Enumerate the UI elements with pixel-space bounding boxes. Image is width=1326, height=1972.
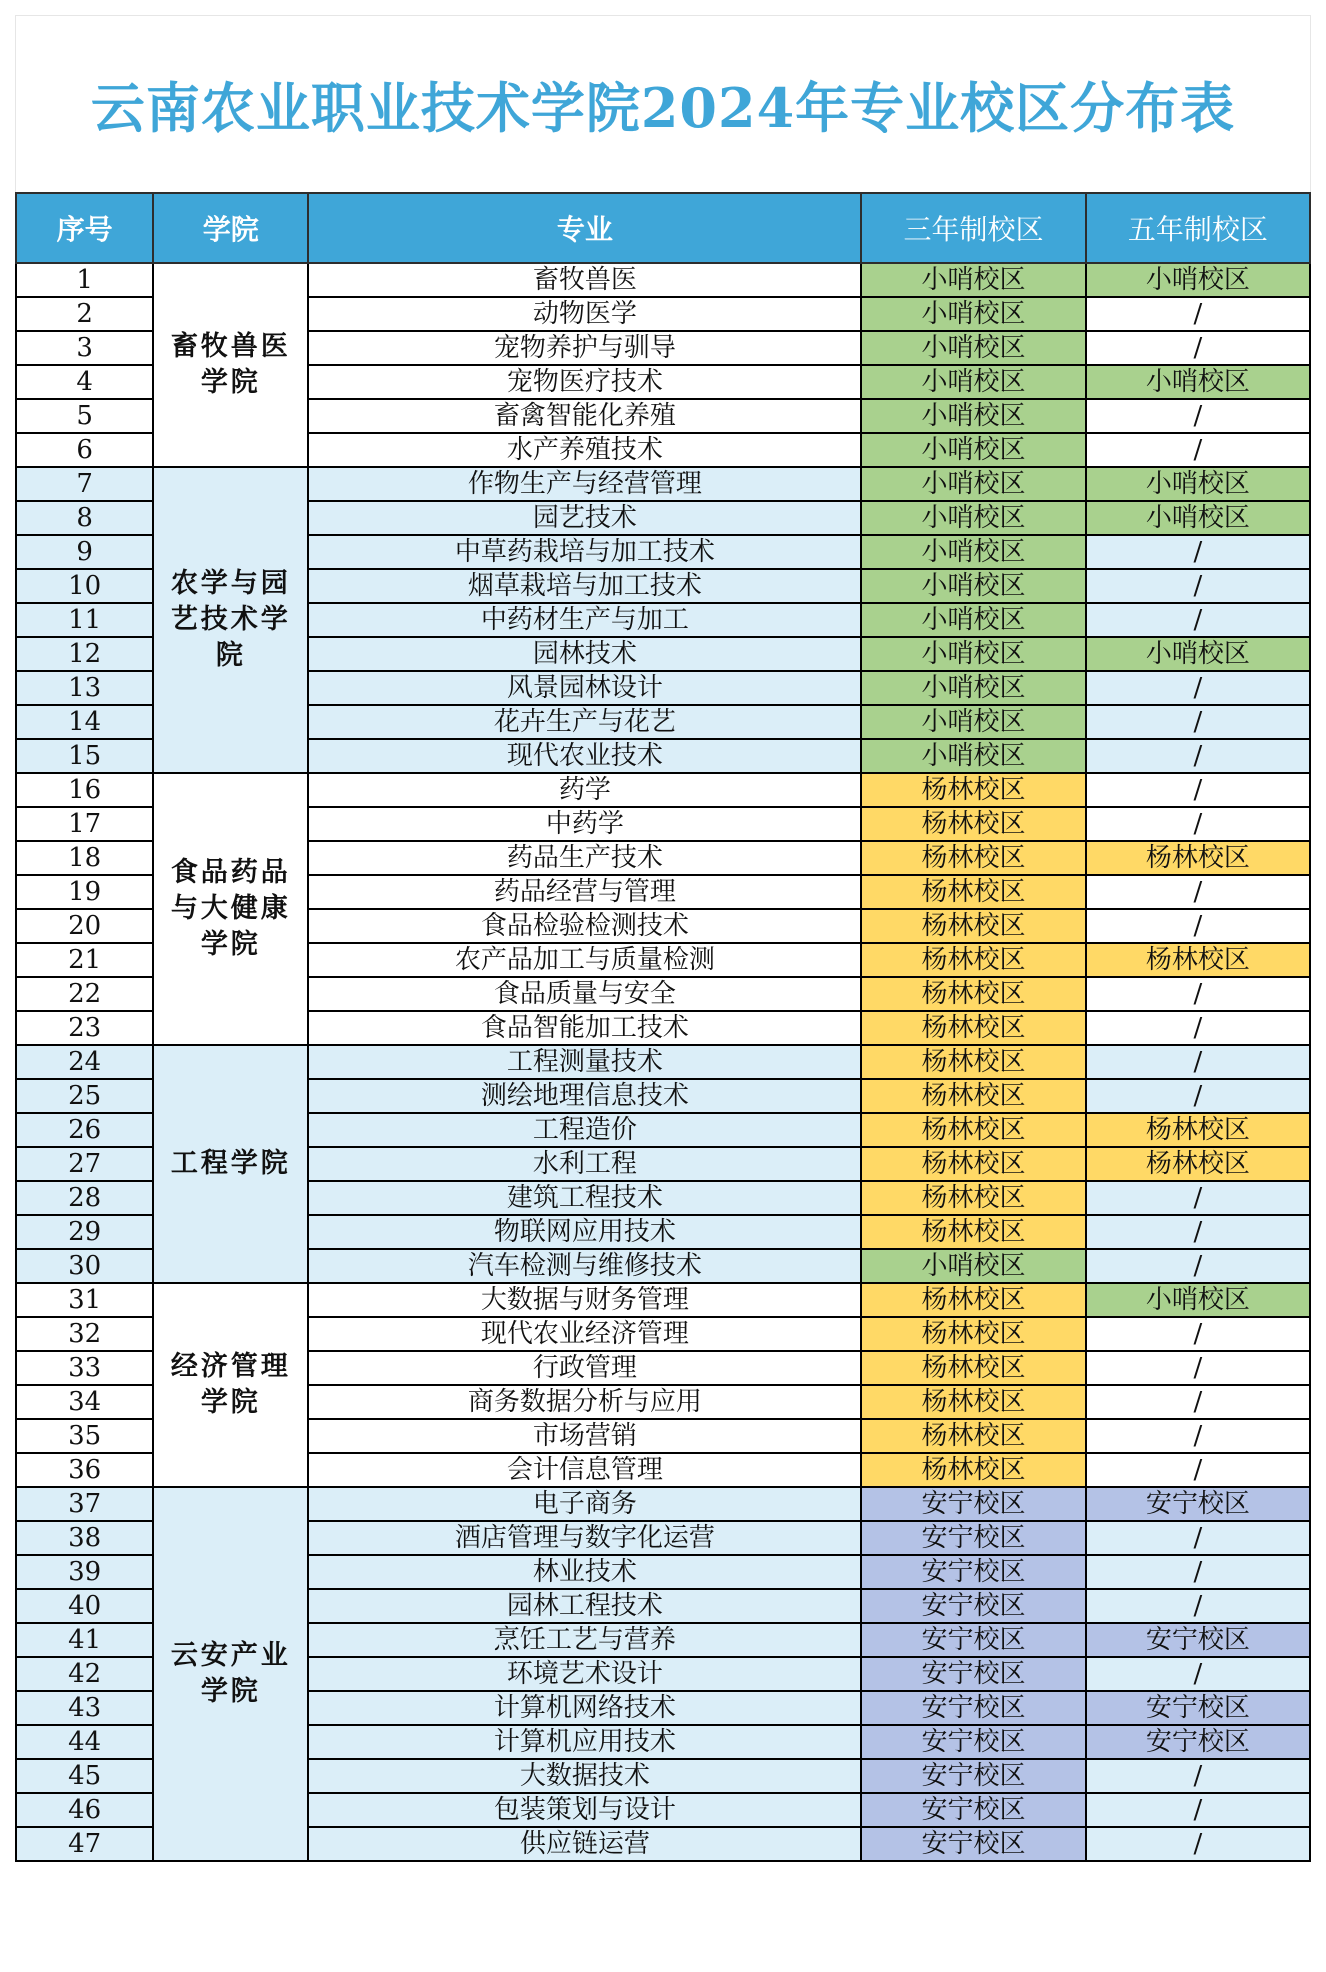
three-year-campus-cell: 杨林校区	[861, 1113, 1085, 1147]
major-cell: 烟草栽培与加工技术	[308, 569, 861, 603]
five-year-campus-cell: /	[1086, 875, 1310, 909]
major-cell: 食品质量与安全	[308, 977, 861, 1011]
three-year-campus-cell: 杨林校区	[861, 977, 1085, 1011]
five-year-campus-cell: /	[1086, 1589, 1310, 1623]
major-cell: 畜牧兽医	[308, 263, 861, 297]
table-row	[16, 1487, 1310, 1521]
index-cell: 20	[16, 909, 153, 943]
three-year-campus-cell: 小哨校区	[861, 467, 1085, 501]
five-year-campus-cell: /	[1086, 1521, 1310, 1555]
major-cell: 药学	[308, 773, 861, 807]
five-year-campus-cell: /	[1086, 569, 1310, 603]
header-major: 专业	[308, 193, 861, 263]
five-year-campus-cell: /	[1086, 1759, 1310, 1793]
three-year-campus-cell: 杨林校区	[861, 1419, 1085, 1453]
college-name-line: 学院	[200, 1676, 261, 1707]
index-cell: 37	[16, 1487, 153, 1521]
major-cell: 市场营销	[308, 1419, 861, 1453]
five-year-campus-cell: /	[1086, 331, 1310, 365]
three-year-campus-cell: 杨林校区	[861, 909, 1085, 943]
index-cell: 41	[16, 1623, 153, 1657]
table-header-row	[16, 193, 1310, 263]
five-year-campus-cell: /	[1086, 433, 1310, 467]
major-cell: 中草药栽培与加工技术	[308, 535, 861, 569]
index-cell: 9	[16, 535, 153, 569]
five-year-campus-cell: 小哨校区	[1086, 263, 1310, 297]
index-cell: 39	[16, 1555, 153, 1589]
three-year-campus-cell: 杨林校区	[861, 1181, 1085, 1215]
major-cell: 测绘地理信息技术	[308, 1079, 861, 1113]
three-year-campus-cell: 杨林校区	[861, 1215, 1085, 1249]
major-cell: 烹饪工艺与营养	[308, 1623, 861, 1657]
college-cell	[153, 1283, 308, 1487]
five-year-campus-cell: 小哨校区	[1086, 637, 1310, 671]
three-year-campus-cell: 安宁校区	[861, 1827, 1085, 1861]
three-year-campus-cell: 安宁校区	[861, 1691, 1085, 1725]
college-cell	[153, 1487, 308, 1861]
three-year-campus-cell: 杨林校区	[861, 1147, 1085, 1181]
major-cell: 计算机应用技术	[308, 1725, 861, 1759]
five-year-campus-cell: /	[1086, 399, 1310, 433]
college-name-line: 院	[215, 640, 246, 671]
index-cell: 8	[16, 501, 153, 535]
table-row	[16, 1045, 1310, 1079]
college-name-line: 经济管理	[170, 1351, 291, 1382]
three-year-campus-cell: 安宁校区	[861, 1589, 1085, 1623]
index-cell: 25	[16, 1079, 153, 1113]
five-year-campus-cell: 小哨校区	[1086, 365, 1310, 399]
five-year-campus-cell: 安宁校区	[1086, 1725, 1310, 1759]
five-year-campus-cell: 安宁校区	[1086, 1691, 1310, 1725]
three-year-campus-cell: 小哨校区	[861, 433, 1085, 467]
three-year-campus-cell: 安宁校区	[861, 1759, 1085, 1793]
college-cell	[153, 773, 308, 1045]
index-cell: 1	[16, 263, 153, 297]
major-cell: 商务数据分析与应用	[308, 1385, 861, 1419]
three-year-campus-cell: 小哨校区	[861, 263, 1085, 297]
index-cell: 32	[16, 1317, 153, 1351]
major-cell: 包装策划与设计	[308, 1793, 861, 1827]
page-title: 云南农业职业技术学院2024年专业校区分布表	[90, 75, 1236, 140]
major-cell: 电子商务	[308, 1487, 861, 1521]
major-cell: 汽车检测与维修技术	[308, 1249, 861, 1283]
major-cell: 酒店管理与数字化运营	[308, 1521, 861, 1555]
major-cell: 食品检验检测技术	[308, 909, 861, 943]
title-box	[15, 15, 1311, 192]
three-year-campus-cell: 小哨校区	[861, 535, 1085, 569]
header-index: 序号	[16, 193, 153, 263]
major-cell: 工程造价	[308, 1113, 861, 1147]
three-year-campus-cell: 小哨校区	[861, 399, 1085, 433]
index-cell: 23	[16, 1011, 153, 1045]
index-cell: 45	[16, 1759, 153, 1793]
major-cell: 花卉生产与花艺	[308, 705, 861, 739]
index-cell: 4	[16, 365, 153, 399]
major-cell: 宠物医疗技术	[308, 365, 861, 399]
index-cell: 17	[16, 807, 153, 841]
three-year-campus-cell: 小哨校区	[861, 671, 1085, 705]
major-cell: 现代农业经济管理	[308, 1317, 861, 1351]
index-cell: 24	[16, 1045, 153, 1079]
five-year-campus-cell: /	[1086, 1351, 1310, 1385]
index-cell: 31	[16, 1283, 153, 1317]
college-name-line: 学院	[200, 1387, 261, 1418]
three-year-campus-cell: 安宁校区	[861, 1657, 1085, 1691]
index-cell: 46	[16, 1793, 153, 1827]
index-cell: 18	[16, 841, 153, 875]
index-cell: 27	[16, 1147, 153, 1181]
index-cell: 26	[16, 1113, 153, 1147]
three-year-campus-cell: 小哨校区	[861, 603, 1085, 637]
five-year-campus-cell: /	[1086, 1555, 1310, 1589]
index-cell: 30	[16, 1249, 153, 1283]
college-cell	[153, 467, 308, 773]
five-year-campus-cell: /	[1086, 1011, 1310, 1045]
index-cell: 22	[16, 977, 153, 1011]
five-year-campus-cell: /	[1086, 1215, 1310, 1249]
three-year-campus-cell: 安宁校区	[861, 1623, 1085, 1657]
three-year-campus-cell: 小哨校区	[861, 365, 1085, 399]
major-cell: 林业技术	[308, 1555, 861, 1589]
three-year-campus-cell: 杨林校区	[861, 875, 1085, 909]
five-year-campus-cell: /	[1086, 1419, 1310, 1453]
major-cell: 建筑工程技术	[308, 1181, 861, 1215]
index-cell: 29	[16, 1215, 153, 1249]
five-year-campus-cell: /	[1086, 1079, 1310, 1113]
index-cell: 19	[16, 875, 153, 909]
college-cell	[153, 1045, 308, 1283]
three-year-campus-cell: 杨林校区	[861, 1453, 1085, 1487]
five-year-campus-cell: /	[1086, 807, 1310, 841]
header-three-year-campus: 三年制校区	[861, 193, 1085, 263]
major-cell: 园林技术	[308, 637, 861, 671]
college-name-line: 艺技术学	[170, 604, 291, 635]
five-year-campus-cell: /	[1086, 1045, 1310, 1079]
major-cell: 行政管理	[308, 1351, 861, 1385]
index-cell: 14	[16, 705, 153, 739]
five-year-campus-cell: /	[1086, 977, 1310, 1011]
major-cell: 供应链运营	[308, 1827, 861, 1861]
index-cell: 35	[16, 1419, 153, 1453]
college-name-line: 学院	[200, 929, 261, 960]
index-cell: 13	[16, 671, 153, 705]
header-five-year-campus: 五年制校区	[1086, 193, 1310, 263]
index-cell: 34	[16, 1385, 153, 1419]
five-year-campus-cell: /	[1086, 1317, 1310, 1351]
three-year-campus-cell: 安宁校区	[861, 1793, 1085, 1827]
index-cell: 12	[16, 637, 153, 671]
index-cell: 7	[16, 467, 153, 501]
five-year-campus-cell: 杨林校区	[1086, 1147, 1310, 1181]
college-name-line: 工程学院	[170, 1148, 291, 1179]
five-year-campus-cell: 安宁校区	[1086, 1623, 1310, 1657]
five-year-campus-cell: /	[1086, 909, 1310, 943]
three-year-campus-cell: 杨林校区	[861, 841, 1085, 875]
index-cell: 36	[16, 1453, 153, 1487]
five-year-campus-cell: 杨林校区	[1086, 943, 1310, 977]
index-cell: 43	[16, 1691, 153, 1725]
table-row	[16, 467, 1310, 501]
five-year-campus-cell: /	[1086, 1657, 1310, 1691]
five-year-campus-cell: /	[1086, 1827, 1310, 1861]
index-cell: 2	[16, 297, 153, 331]
three-year-campus-cell: 小哨校区	[861, 297, 1085, 331]
index-cell: 42	[16, 1657, 153, 1691]
three-year-campus-cell: 小哨校区	[861, 331, 1085, 365]
major-cell: 大数据技术	[308, 1759, 861, 1793]
college-name-line: 畜牧兽医	[170, 331, 291, 362]
five-year-campus-cell: /	[1086, 603, 1310, 637]
major-cell: 工程测量技术	[308, 1045, 861, 1079]
index-cell: 5	[16, 399, 153, 433]
major-cell: 现代农业技术	[308, 739, 861, 773]
three-year-campus-cell: 杨林校区	[861, 1079, 1085, 1113]
five-year-campus-cell: /	[1086, 671, 1310, 705]
major-cell: 作物生产与经营管理	[308, 467, 861, 501]
three-year-campus-cell: 小哨校区	[861, 705, 1085, 739]
major-cell: 食品智能加工技术	[308, 1011, 861, 1045]
five-year-campus-cell: /	[1086, 773, 1310, 807]
index-cell: 15	[16, 739, 153, 773]
major-cell: 药品经营与管理	[308, 875, 861, 909]
five-year-campus-cell: 杨林校区	[1086, 1113, 1310, 1147]
index-cell: 16	[16, 773, 153, 807]
index-cell: 3	[16, 331, 153, 365]
major-cell: 园林工程技术	[308, 1589, 861, 1623]
college-name-line: 农学与园	[170, 568, 291, 599]
three-year-campus-cell: 安宁校区	[861, 1487, 1085, 1521]
index-cell: 21	[16, 943, 153, 977]
table-row	[16, 263, 1310, 297]
five-year-campus-cell: /	[1086, 1453, 1310, 1487]
major-cell: 中药学	[308, 807, 861, 841]
major-cell: 环境艺术设计	[308, 1657, 861, 1691]
college-name-line: 食品药品	[170, 857, 291, 888]
major-cell: 中药材生产与加工	[308, 603, 861, 637]
three-year-campus-cell: 杨林校区	[861, 773, 1085, 807]
five-year-campus-cell: /	[1086, 739, 1310, 773]
five-year-campus-cell: /	[1086, 1249, 1310, 1283]
major-cell: 水利工程	[308, 1147, 861, 1181]
index-cell: 44	[16, 1725, 153, 1759]
major-cell: 畜禽智能化养殖	[308, 399, 861, 433]
major-cell: 园艺技术	[308, 501, 861, 535]
college-name-line: 学院	[200, 367, 261, 398]
major-cell: 药品生产技术	[308, 841, 861, 875]
major-cell: 物联网应用技术	[308, 1215, 861, 1249]
three-year-campus-cell: 小哨校区	[861, 637, 1085, 671]
three-year-campus-cell: 杨林校区	[861, 1317, 1085, 1351]
five-year-campus-cell: 杨林校区	[1086, 841, 1310, 875]
three-year-campus-cell: 安宁校区	[861, 1521, 1085, 1555]
three-year-campus-cell: 小哨校区	[861, 569, 1085, 603]
index-cell: 6	[16, 433, 153, 467]
major-cell: 宠物养护与驯导	[308, 331, 861, 365]
major-cell: 水产养殖技术	[308, 433, 861, 467]
five-year-campus-cell: /	[1086, 705, 1310, 739]
three-year-campus-cell: 杨林校区	[861, 943, 1085, 977]
table-row	[16, 773, 1310, 807]
major-cell: 计算机网络技术	[308, 1691, 861, 1725]
three-year-campus-cell: 杨林校区	[861, 1045, 1085, 1079]
index-cell: 40	[16, 1589, 153, 1623]
index-cell: 11	[16, 603, 153, 637]
three-year-campus-cell: 小哨校区	[861, 501, 1085, 535]
table-body	[16, 263, 1310, 1861]
header-college: 学院	[153, 193, 308, 263]
major-cell: 大数据与财务管理	[308, 1283, 861, 1317]
major-campus-table	[15, 192, 1311, 1862]
five-year-campus-cell: 小哨校区	[1086, 1283, 1310, 1317]
three-year-campus-cell: 杨林校区	[861, 807, 1085, 841]
index-cell: 38	[16, 1521, 153, 1555]
three-year-campus-cell: 小哨校区	[861, 739, 1085, 773]
three-year-campus-cell: 小哨校区	[861, 1249, 1085, 1283]
three-year-campus-cell: 杨林校区	[861, 1351, 1085, 1385]
college-name-line: 云安产业	[170, 1640, 291, 1671]
five-year-campus-cell: /	[1086, 535, 1310, 569]
three-year-campus-cell: 杨林校区	[861, 1385, 1085, 1419]
index-cell: 33	[16, 1351, 153, 1385]
five-year-campus-cell: 小哨校区	[1086, 501, 1310, 535]
five-year-campus-cell: /	[1086, 1181, 1310, 1215]
five-year-campus-cell: /	[1086, 297, 1310, 331]
five-year-campus-cell: 小哨校区	[1086, 467, 1310, 501]
five-year-campus-cell: 安宁校区	[1086, 1487, 1310, 1521]
college-name-line: 与大健康	[170, 893, 291, 924]
three-year-campus-cell: 安宁校区	[861, 1725, 1085, 1759]
three-year-campus-cell: 杨林校区	[861, 1011, 1085, 1045]
three-year-campus-cell: 杨林校区	[861, 1283, 1085, 1317]
major-cell: 风景园林设计	[308, 671, 861, 705]
major-cell: 动物医学	[308, 297, 861, 331]
major-cell: 农产品加工与质量检测	[308, 943, 861, 977]
index-cell: 28	[16, 1181, 153, 1215]
three-year-campus-cell: 安宁校区	[861, 1555, 1085, 1589]
index-cell: 10	[16, 569, 153, 603]
five-year-campus-cell: /	[1086, 1793, 1310, 1827]
table-row	[16, 1283, 1310, 1317]
major-cell: 会计信息管理	[308, 1453, 861, 1487]
index-cell: 47	[16, 1827, 153, 1861]
college-cell	[153, 263, 308, 467]
five-year-campus-cell: /	[1086, 1385, 1310, 1419]
